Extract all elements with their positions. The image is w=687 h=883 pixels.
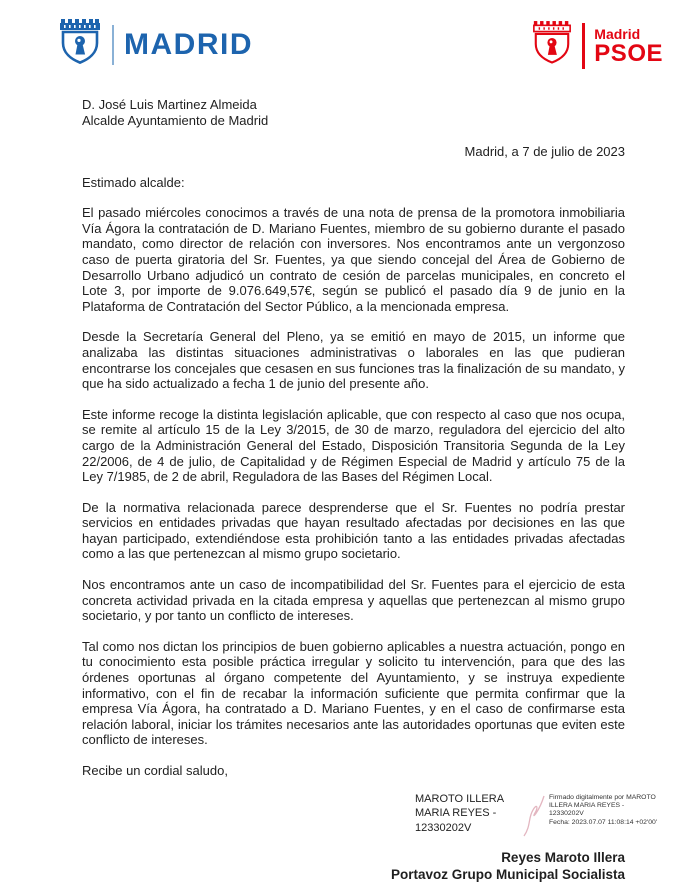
psoe-crest-icon — [531, 19, 573, 72]
recipient-name: D. José Luis Martinez Almeida — [82, 97, 257, 112]
certificate-name: MAROTO ILLERA MARIA REYES - 12330202V — [415, 792, 504, 834]
letter-paragraph: El pasado miércoles conocimos a través de una nota de prensa de la promotora inmobiliaria Vía Ágora la contratación de D. Mariano Fuentes, miembro de su gobierno durante el pasado mandato, como director de relación con inversores. Nos encontramos ante un vergonzoso caso de puerta giratoria del Sr. Fuentes, ya que siendo concejal del Área de Gobierno de Desarrollo Urbano adjudicó un contrato de cesión de parcelas municipales, en concreto el Lote 3, por importe de 9.076.649,57€, según se publicó el pasado día 9 de junio en la Plataforma de Contratación del Sector Público, a la mencionada empresa. — [82, 205, 625, 314]
letter-paragraph: Tal como nos dictan los principios de buen gobierno aplicables a nuestra actuación, pongo en tu conocimiento esta posible práctica irregular y solicito tu intervención, para que des las órdenes oportunas al órgano competente del Ayuntamiento, y se instruya expediente informativo, con el fin de recabar la información suficiente que permita confirmar que la empresa Vía Ágora, ha contratado a D. Mariano Fuentes, y en el caso de confirmarse esta relación laboral, iniciar los trámites necesarios ante las autoridades oportunas que eviten este conflicto de intereses. — [82, 638, 625, 748]
signer-block — [0, 849, 687, 883]
recipient-block — [82, 97, 625, 129]
signer-name: Reyes Maroto Illera — [501, 849, 625, 865]
madrid-crest-icon — [58, 18, 102, 71]
logo-divider — [582, 23, 585, 69]
madrid-wordmark: MADRID — [124, 27, 253, 61]
signer-role: Portavoz Grupo Municipal Socialista — [390, 866, 625, 882]
signature-flourish-icon — [521, 792, 547, 840]
recipient-title: Alcalde Ayuntamiento de Madrid — [82, 113, 269, 128]
letter-paragraph: Desde la Secretaría General del Pleno, ya se emitió en mayo de 2015, un informe que analizaba las distintas situaciones administrativas o laborales en las que pudieran encontrarse los concejales que cesasen en sus funciones tras la finalización de su mandato, y que ha sido actualizado a fecha 1 de junio del presente año. — [82, 329, 625, 392]
logo-divider — [112, 25, 114, 65]
digital-signature-stamp — [0, 792, 687, 840]
salutation: Estimado alcalde: — [82, 174, 185, 190]
madrid-city-logo — [58, 18, 253, 71]
closing-line: Recibe un cordial saludo, — [82, 763, 228, 778]
letter-paragraph: Nos encontramos ante un caso de incompatibilidad del Sr. Fuentes para el ejercicio de esta concreta actividad privada en la citada empresa y aquellas que pertenezcan al mismo grupo societario, y por tanto un conflicto de intereses. — [82, 577, 625, 624]
letter-body — [0, 72, 687, 779]
stamp-date: Fecha: 2023.07.07 11:08:14 +02'00' — [549, 818, 658, 826]
psoe-region-label: Madrid — [594, 26, 641, 42]
letterhead — [0, 0, 687, 72]
psoe-party-label: PSOE — [594, 40, 663, 67]
letter-paragraph: De la normativa relacionada parece desprenderse que el Sr. Fuentes no podría prestar servicios en entidades privadas que hayan resultado afectadas por decisiones en las que hayan participado, extendiéndose esta prohibición tanto a las entidades privadas afectadas como a las que pertenezcan al mismo grupo societario. — [82, 499, 625, 562]
letter-paragraph: Este informe recoge la distinta legislación aplicable, que con respecto al caso que nos ocupa, se remite al artículo 15 de la Ley 3/2015, de 30 de marzo, reguladora del ejercicio del alto cargo de la Administración General del Estado, Disposición Transitoria Segunda de la Ley 22/2006, de 4 de julio, de Capitalidad y de Régimen Especial de Madrid y artículo 75 de la Ley 7/1985, de 2 de abril, Reguladora de las Bases del Régimen Local. — [82, 406, 625, 485]
stamp-signed-by: Firmado digitalmente por MAROTO ILLERA MARIA REYES - 12330202V — [549, 793, 656, 818]
dateline: Madrid, a 7 de julio de 2023 — [464, 144, 625, 159]
psoe-logo — [531, 19, 663, 72]
stamp-details — [549, 792, 659, 828]
